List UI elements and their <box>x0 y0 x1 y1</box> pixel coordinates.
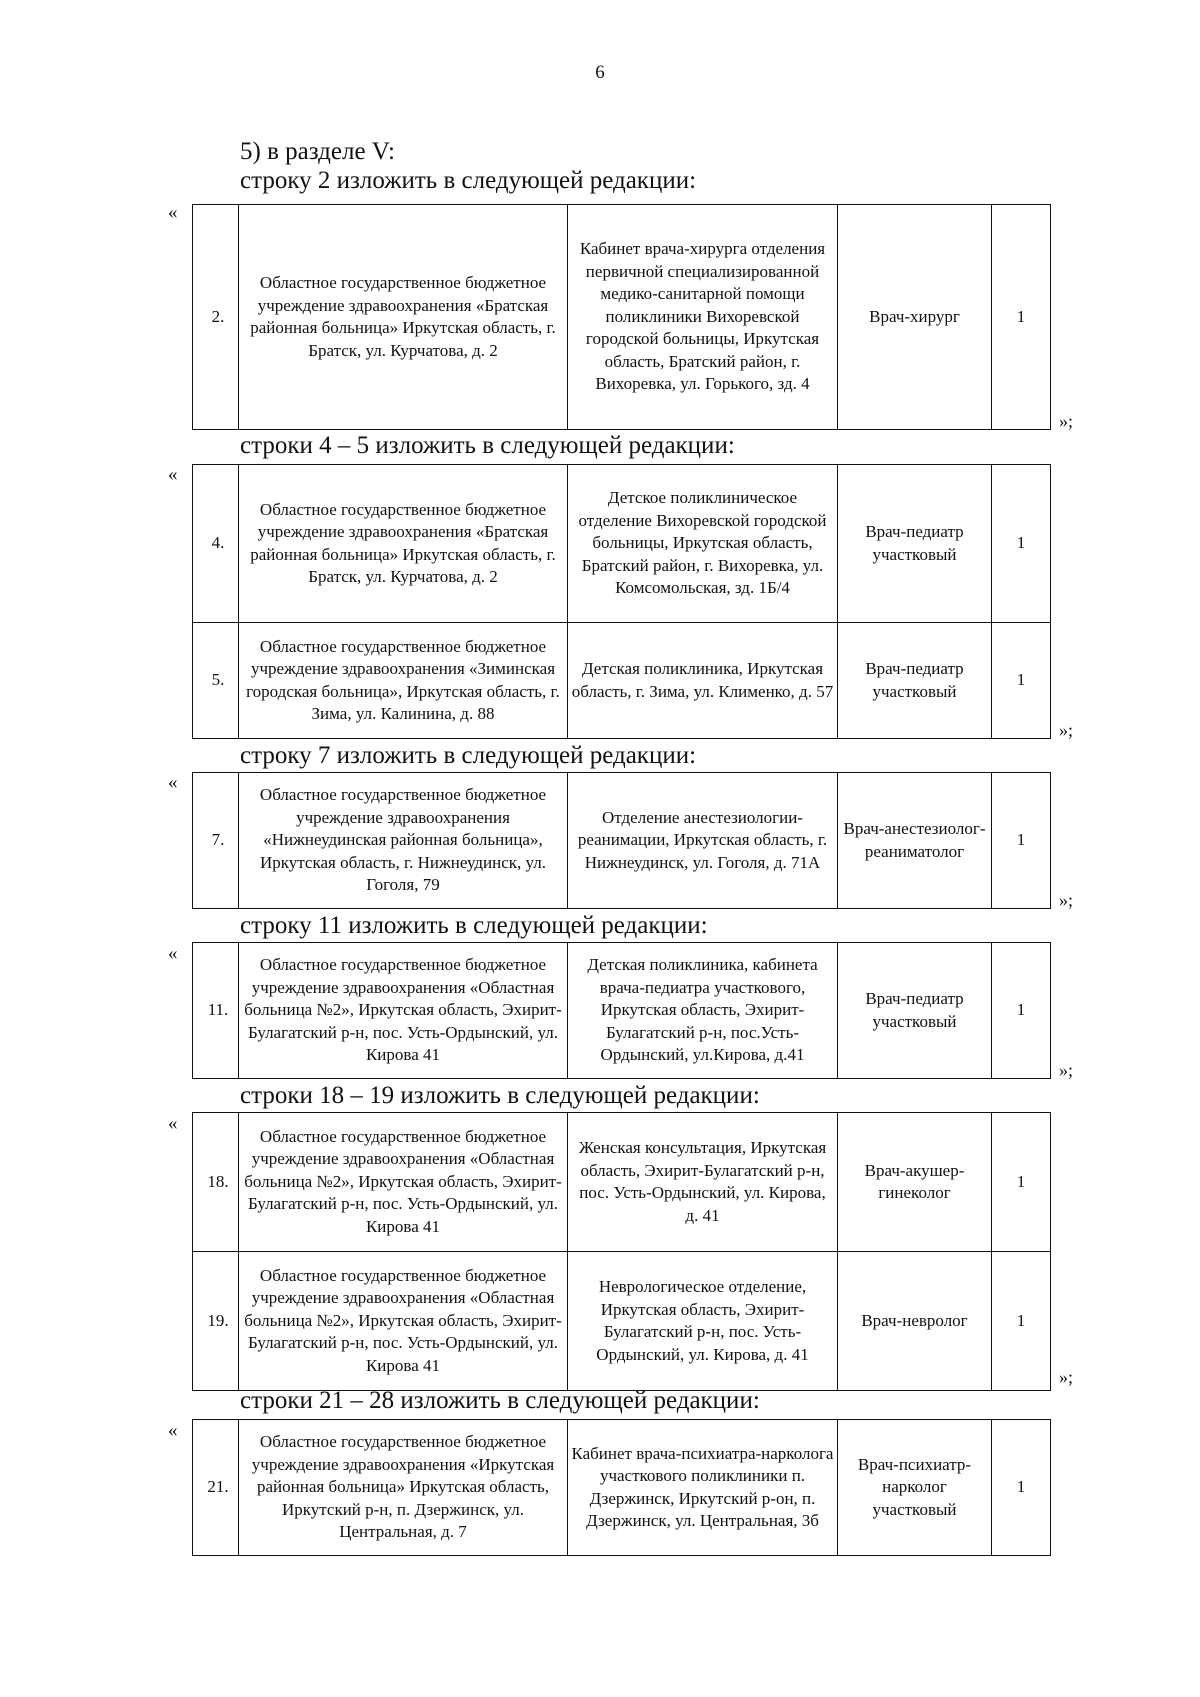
count-cell: 1 <box>992 773 1051 909</box>
close-quote: »; <box>1059 720 1074 740</box>
block-intro: строку 7 изложить в следующей редакции: <box>240 742 697 769</box>
count-cell: 1 <box>992 465 1051 623</box>
block-intro: строку 2 изложить в следующей редакции: <box>240 167 697 194</box>
institution-cell: Областное государственное бюджетное учреждение здравоохранения «Братская районная больница» Иркутская область, г. Братск, ул. Курчатова, д. 2 <box>239 205 568 430</box>
position-cell: Врач-педиатр участковый <box>838 465 992 623</box>
row-number: 21. <box>193 1420 239 1556</box>
count-cell: 1 <box>992 1252 1051 1391</box>
amendment-table <box>192 1419 1051 1556</box>
open-quote: « <box>168 1420 178 1441</box>
count-cell: 1 <box>992 943 1051 1079</box>
open-quote: « <box>168 464 178 485</box>
location-cell: Детская поликлиника, кабинета врача-педиатра участкового, Иркутская область, Эхирит-Булагатский р-н, пос.Усть-Ордынский, ул.Кирова, д.41 <box>568 943 838 1079</box>
section-heading: 5) в разделе V: <box>240 138 395 165</box>
row-number: 4. <box>193 465 239 623</box>
institution-cell: Областное государственное бюджетное учреждение здравоохранения «Братская районная больница» Иркутская область, г. Братск, ул. Курчатова, д. 2 <box>239 465 568 623</box>
location-cell: Детская поликлиника, Иркутская область, г. Зима, ул. Клименко, д. 57 <box>568 623 838 739</box>
close-quote: »; <box>1059 411 1074 431</box>
position-cell: Врач-хирург <box>838 205 992 430</box>
row-number: 18. <box>193 1113 239 1252</box>
location-cell: Женская консультация, Иркутская область, Эхирит-Булагатский р-н, пос. Усть-Ордынский, ул. Кирова, д. 41 <box>568 1113 838 1252</box>
block-intro: строки 18 – 19 изложить в следующей редакции: <box>240 1082 760 1109</box>
table-row <box>193 943 1051 1079</box>
position-cell: Врач-психиатр-нарколог участковый <box>838 1420 992 1556</box>
page-number: 6 <box>595 62 605 83</box>
count-cell: 1 <box>992 1113 1051 1252</box>
close-quote: »; <box>1059 890 1074 910</box>
close-quote: »; <box>1059 1060 1074 1080</box>
block-intro: строки 4 – 5 изложить в следующей редакции: <box>240 432 735 459</box>
open-quote: « <box>168 772 178 793</box>
table-row <box>193 1113 1051 1252</box>
institution-cell: Областное государственное бюджетное учреждение здравоохранения «Зиминская городская больница», Иркутская область, г. Зима, ул. Калинина, д. 88 <box>239 623 568 739</box>
block-intro: строки 21 – 28 изложить в следующей редакции: <box>240 1387 760 1414</box>
row-number: 5. <box>193 623 239 739</box>
row-number: 11. <box>193 943 239 1079</box>
row-number: 2. <box>193 205 239 430</box>
table-row <box>193 623 1051 739</box>
table-row <box>193 465 1051 623</box>
open-quote: « <box>168 943 178 964</box>
position-cell: Врач-невролог <box>838 1252 992 1391</box>
count-cell: 1 <box>992 623 1051 739</box>
institution-cell: Областное государственное бюджетное учреждение здравоохранения «Областная больница №2», Иркутская область, Эхирит-Булагатский р-н, пос. Усть-Ордынский, ул. Кирова 41 <box>239 1252 568 1391</box>
position-cell: Врач-педиатр участковый <box>838 623 992 739</box>
position-cell: Врач-педиатр участковый <box>838 943 992 1079</box>
institution-cell: Областное государственное бюджетное учреждение здравоохранения «Иркутская районная больница» Иркутская область, Иркутский р-н, п. Дзержинск, ул. Центральная, д. 7 <box>239 1420 568 1556</box>
open-quote: « <box>168 202 178 223</box>
count-cell: 1 <box>992 1420 1051 1556</box>
position-cell: Врач-анестезиолог-реаниматолог <box>838 773 992 909</box>
position-cell: Врач-акушер-гинеколог <box>838 1113 992 1252</box>
close-quote: »; <box>1059 1367 1074 1387</box>
open-quote: « <box>168 1113 178 1134</box>
location-cell: Кабинет врача-хирурга отделения первичной специализированной медико-санитарной помощи поликлиники Вихоревской городской больницы, Иркутская область, Братский район, г. Вихоревка, ул. Горького, зд. 4 <box>568 205 838 430</box>
institution-cell: Областное государственное бюджетное учреждение здравоохранения «Нижнеудинская районная больница», Иркутская область, г. Нижнеудинск, ул. Гоголя, 79 <box>239 773 568 909</box>
location-cell: Неврологическое отделение, Иркутская область, Эхирит-Булагатский р-н, пос. Усть-Ордынский, ул. Кирова, д. 41 <box>568 1252 838 1391</box>
amendment-table <box>192 204 1051 430</box>
table-row <box>193 205 1051 430</box>
row-number: 19. <box>193 1252 239 1391</box>
amendment-table <box>192 464 1051 739</box>
block-intro: строку 11 изложить в следующей редакции: <box>240 912 708 939</box>
table-row <box>193 1252 1051 1391</box>
amendment-table <box>192 942 1051 1079</box>
location-cell: Отделение анестезиологии-реанимации, Иркутская область, г. Нижнеудинск, ул. Гоголя, д. 71А <box>568 773 838 909</box>
institution-cell: Областное государственное бюджетное учреждение здравоохранения «Областная больница №2», Иркутская область, Эхирит-Булагатский р-н, пос. Усть-Ордынский, ул. Кирова 41 <box>239 943 568 1079</box>
location-cell: Кабинет врача-психиатра-нарколога участкового поликлиники п. Дзержинск, Иркутский р-он, п. Дзержинск, ул. Центральная, 3б <box>568 1420 838 1556</box>
location-cell: Детское поликлиническое отделение Вихоревской городской больницы, Иркутская область, Братский район, г. Вихоревка, ул. Комсомольская, зд. 1Б/4 <box>568 465 838 623</box>
amendment-table <box>192 772 1051 909</box>
institution-cell: Областное государственное бюджетное учреждение здравоохранения «Областная больница №2», Иркутская область, Эхирит-Булагатский р-н, пос. Усть-Ордынский, ул. Кирова 41 <box>239 1113 568 1252</box>
table-row <box>193 773 1051 909</box>
count-cell: 1 <box>992 205 1051 430</box>
table-row <box>193 1420 1051 1556</box>
row-number: 7. <box>193 773 239 909</box>
amendment-table <box>192 1112 1051 1391</box>
